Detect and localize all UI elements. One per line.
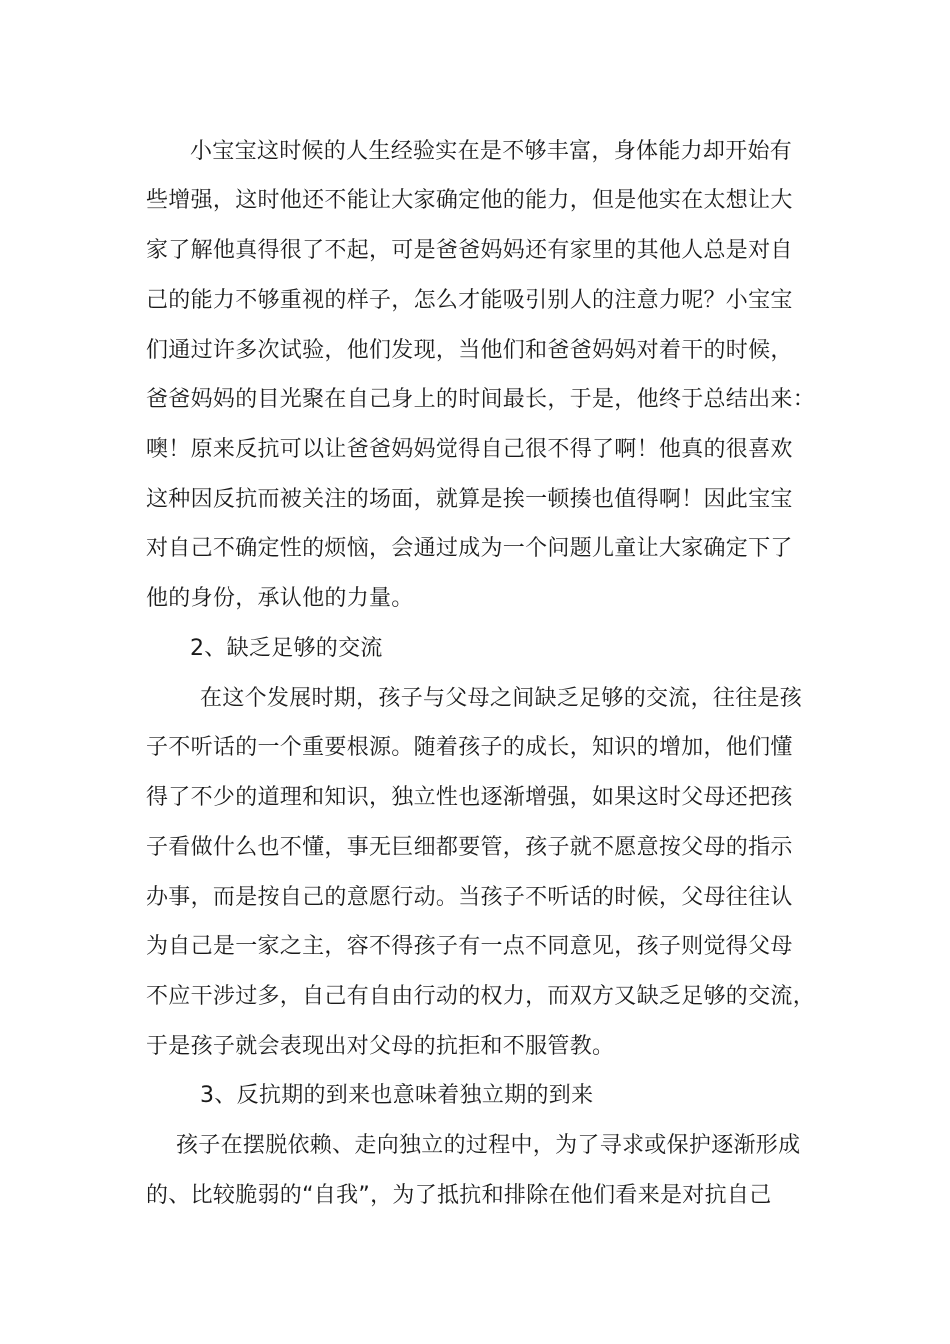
text-line: 些增强，这时他还不能让大家确定他的能力，但是他实在太想让大 — [146, 188, 793, 213]
text-line: 子看做什么也不懂，事无巨细都要管，孩子就不愿意按父母的指示 — [146, 835, 793, 860]
text-line: 小宝宝这时候的人生经验实在是不够丰富，身体能力却开始有 — [190, 139, 793, 164]
text-line: 们通过许多次试验，他们发现，当他们和爸爸妈妈对着干的时候， — [146, 338, 793, 363]
text-line: 孩子在摆脱依赖、走向独立的过程中，为了寻求或保护逐渐形成 — [176, 1133, 801, 1158]
text-line: 为自己是一家之主，容不得孩子有一点不同意见，孩子则觉得父母 — [146, 934, 793, 959]
text-line: 子不听话的一个重要根源。随着孩子的成长，知识的增加，他们懂 — [146, 735, 793, 760]
text-line: 噢！原来反抗可以让爸爸妈妈觉得自己很不得了啊！他真的很喜欢 — [146, 437, 793, 462]
text-line: 对自己不确定性的烦恼，会通过成为一个问题儿童让大家确定下了 — [146, 536, 793, 561]
section-heading: 3、反抗期的到来也意味着独立期的到来 — [200, 1083, 594, 1108]
text-line: 办事，而是按自己的意愿行动。当孩子不听话的时候，父母往往认 — [146, 885, 793, 910]
text-line: 爸爸妈妈的目光聚在自己身上的时间最长，于是，他终于总结出来： — [146, 387, 816, 412]
text-line: 于是孩子就会表现出对父母的抗拒和不服管教。 — [146, 1034, 615, 1059]
text-line: 不应干涉过多，自己有自由行动的权力，而双方又缺乏足够的交流， — [146, 984, 816, 1009]
text-line: 得了不少的道理和知识，独立性也逐渐增强，如果这时父母还把孩 — [146, 785, 793, 810]
text-line: 在这个发展时期，孩子与父母之间缺乏足够的交流，往往是孩 — [200, 686, 803, 711]
text-line: 己的能力不够重视的样子，怎么才能吸引别人的注意力呢？小宝宝 — [146, 288, 793, 313]
text-line: 他的身份，承认他的力量。 — [146, 586, 414, 611]
section-heading: 2、缺乏足够的交流 — [190, 636, 383, 661]
text-line: 家了解他真得很了不起，可是爸爸妈妈还有家里的其他人总是对自 — [146, 238, 793, 263]
text-line: 这种因反抗而被关注的场面，就算是挨一顿揍也值得啊！因此宝宝 — [146, 487, 793, 512]
text-line: 的、比较脆弱的“自我”，为了抵抗和排除在他们看来是对抗自己 — [146, 1183, 772, 1208]
